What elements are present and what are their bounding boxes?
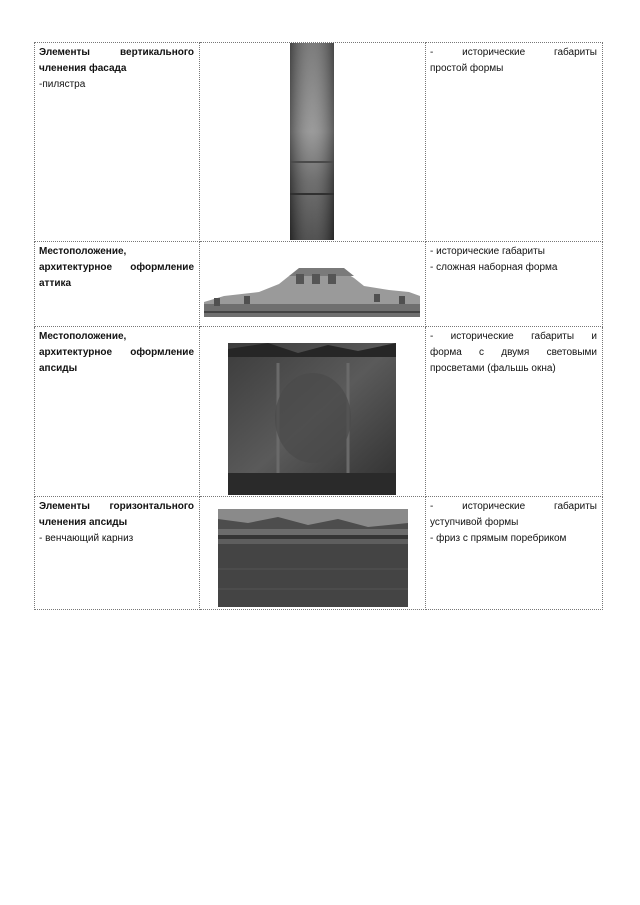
element-sublabel: -пилястра [39,79,86,90]
note-cell [426,327,603,497]
element-label: Местоположение, [39,246,127,257]
note-line: - фриз с прямым поребриком [430,533,567,544]
element-label-cell [35,242,200,327]
photo-cell [200,497,426,610]
element-sublabel: - венчающий карниз [39,533,134,544]
element-label: членения апсиды [39,517,128,528]
element-label: аттика [39,278,72,289]
cornice-photo [218,509,408,607]
note-line: простой формы [430,63,504,74]
pilaster-photo [290,43,334,240]
element-label: Элементы горизонтального [39,501,194,512]
element-label: архитектурное оформление [39,347,194,358]
note-line: - исторические габариты и [430,331,597,342]
note-cell [426,242,603,327]
attic-photo [204,262,420,317]
note-cell [426,497,603,610]
photo-cell [200,242,426,327]
element-label: Местоположение, [39,331,127,342]
element-label-cell [35,43,200,242]
element-label: Элементы вертикального [39,47,194,58]
element-label: архитектурное оформление [39,262,194,273]
note-line: - сложная наборная форма [430,262,558,273]
element-label-cell [35,327,200,497]
note-cell [426,43,603,242]
note-line: - исторические габариты [430,47,597,58]
note-line: - исторические габариты [430,501,597,512]
note-line: - исторические габариты [430,246,545,257]
photo-cell [200,327,426,497]
note-line: уступчивой формы [430,517,519,528]
photo-cell [200,43,426,242]
element-label-cell [35,497,200,610]
element-label: апсиды [39,363,78,374]
note-line: форма с двумя световыми [430,347,597,358]
table-row [35,497,603,610]
table-row [35,242,603,327]
description-table [34,42,603,610]
apse-photo [228,343,396,495]
table-row [35,327,603,497]
note-line: просветами (фальшь окна) [430,363,556,374]
element-label: членения фасада [39,63,127,74]
table-row [35,43,603,242]
